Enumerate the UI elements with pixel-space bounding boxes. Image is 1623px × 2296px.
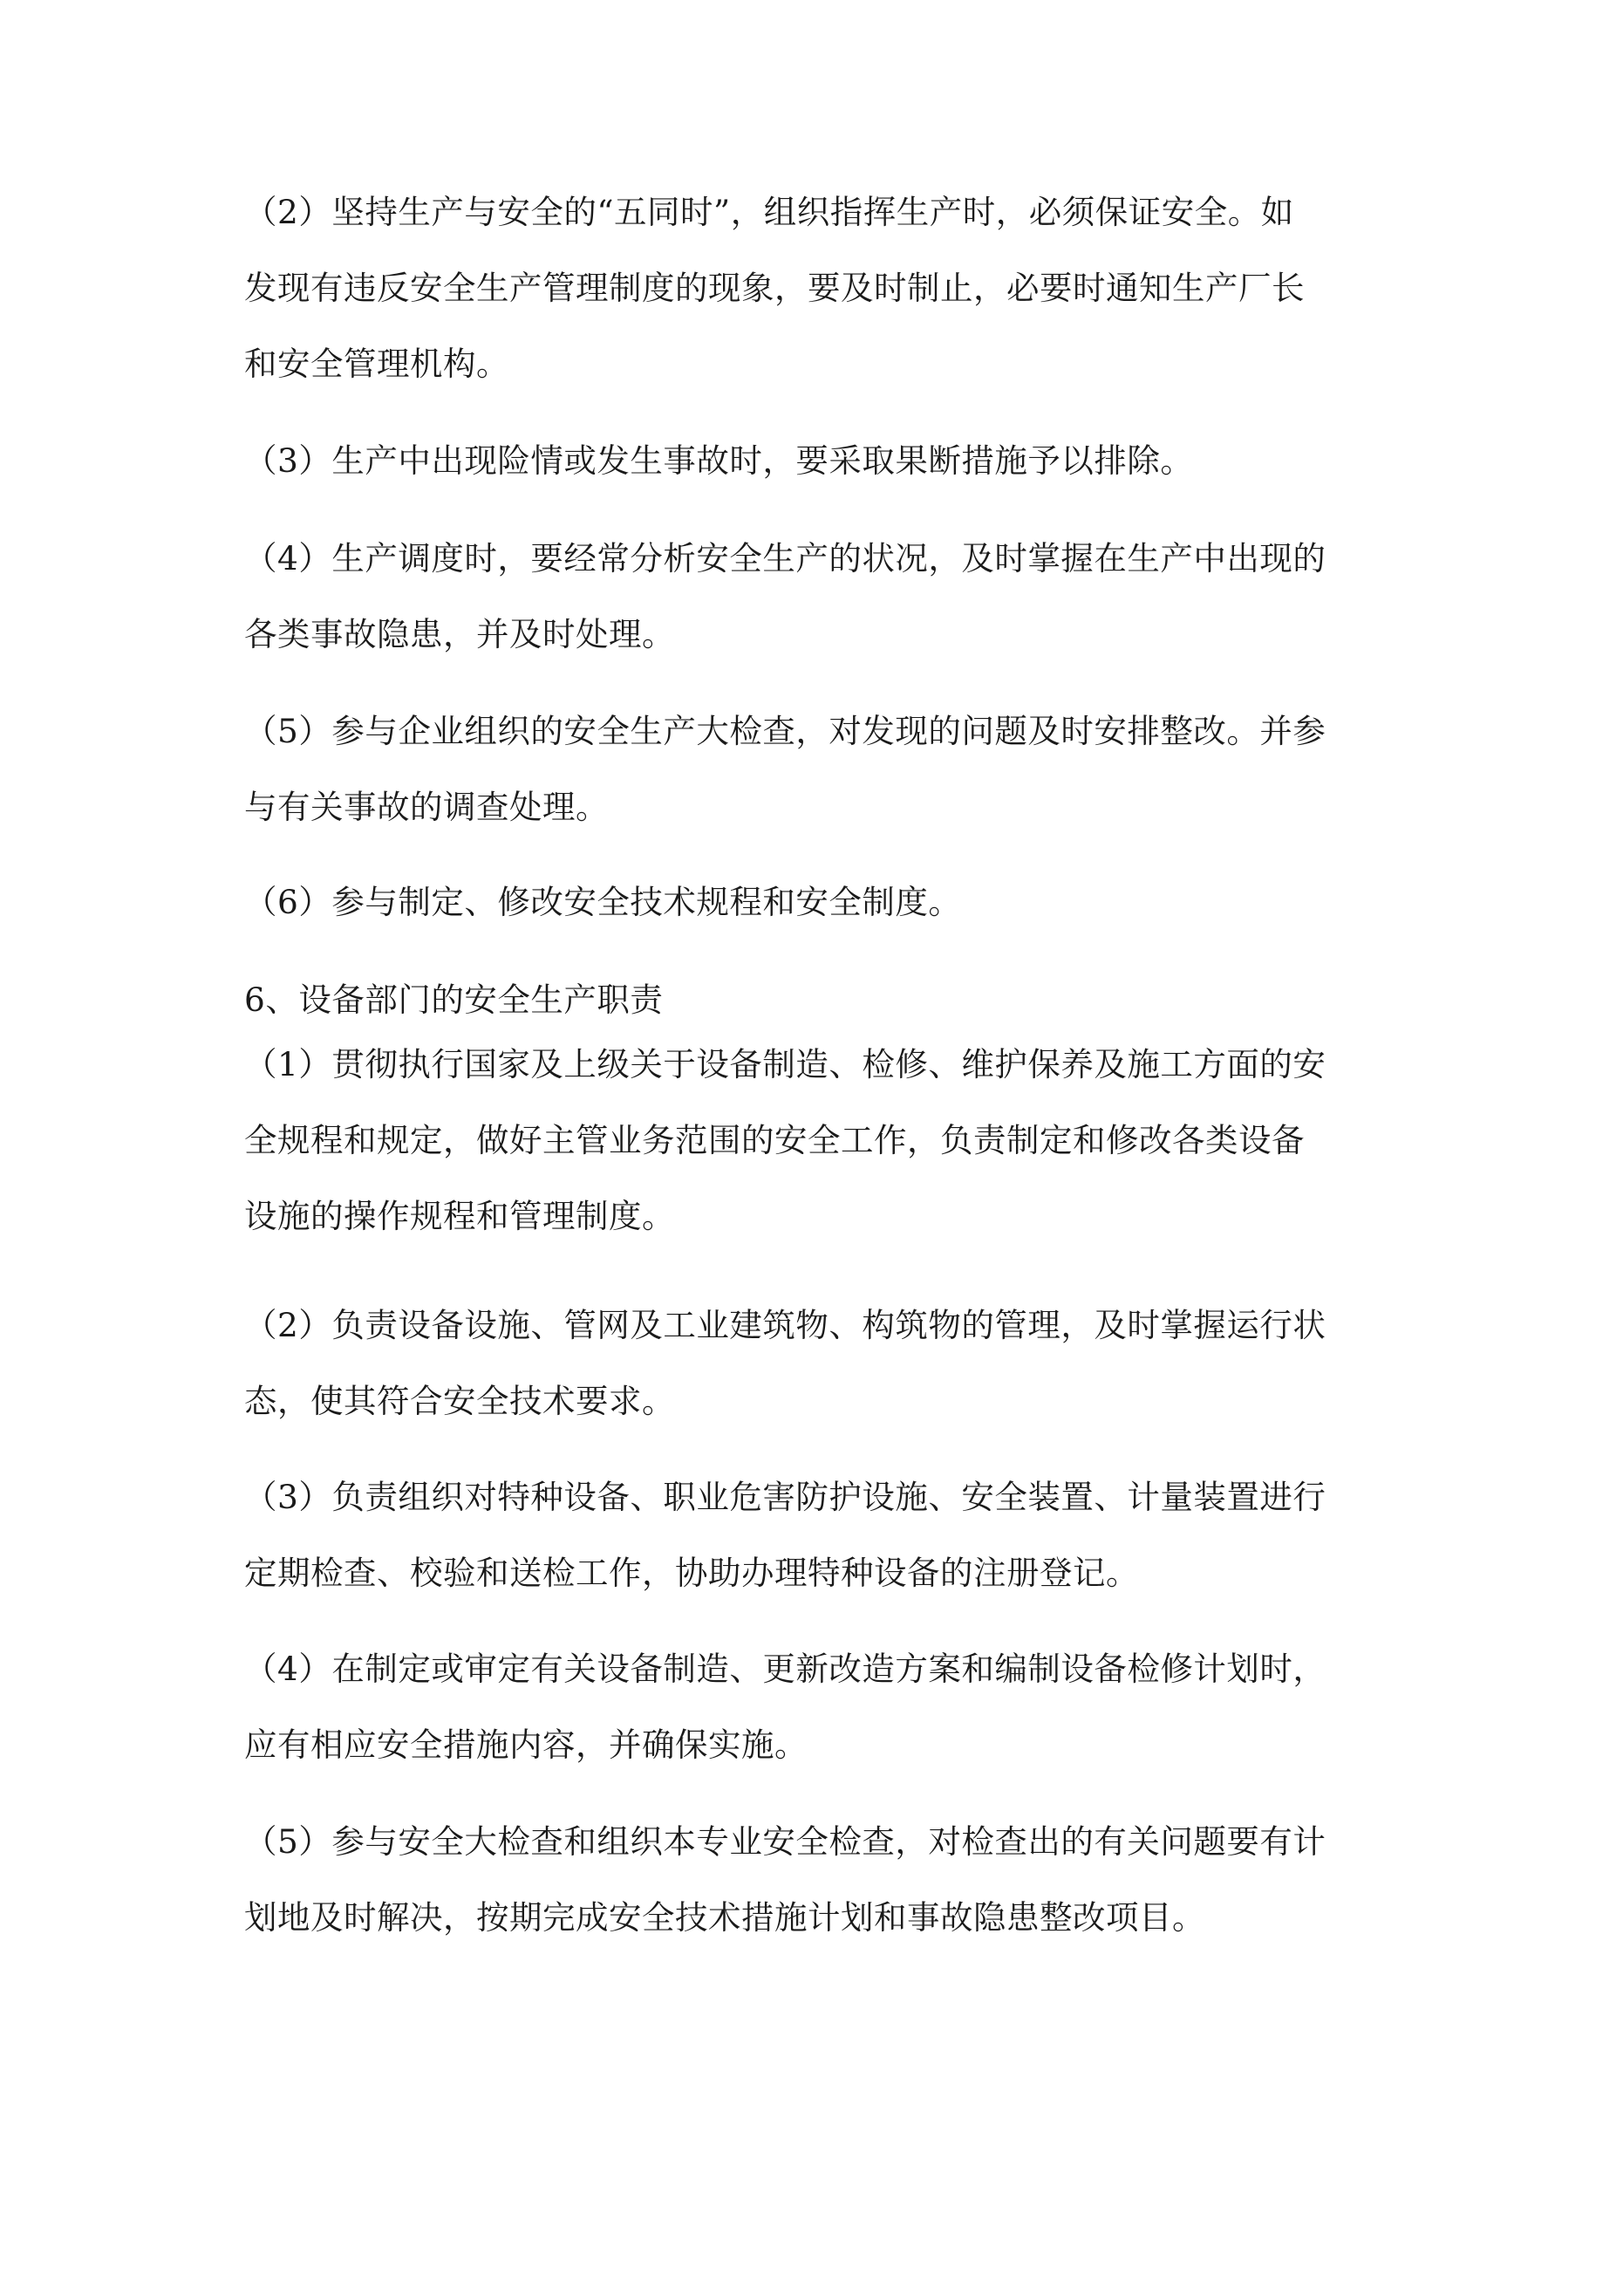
text-line: （1）贯彻执行国家及上级关于设备制造、检修、维护保养及施工方面的安 [244, 1045, 1326, 1083]
section-paragraph-item-2 [244, 1288, 1422, 1439]
text-line: （6）参与制定、修改安全技术规程和安全制度。 [244, 883, 962, 921]
text-line: 定期检查、校验和送检工作，协助办理特种设备的注册登记。 [244, 1554, 1139, 1592]
section-paragraph-item-4 [244, 1631, 1422, 1783]
text-line: （2）负责设备设施、管网及工业建筑物、构筑物的管理，及时掌握运行状 [244, 1306, 1326, 1344]
paragraph-item-6 [244, 864, 1422, 940]
text-line: 划地及时解决，按期完成安全技术措施计划和事故隐患整改项目。 [244, 1898, 1205, 1937]
heading-text: 6、设备部门的安全生产职责 [244, 981, 664, 1019]
text-line: 和安全管理机构。 [244, 345, 509, 383]
text-line: 发现有违反安全生产管理制度的现象，要及时制止，必要时通知生产厂长 [244, 269, 1305, 307]
text-line: （4）生产调度时，要经常分析安全生产的状况，及时掌握在生产中出现的 [244, 539, 1326, 577]
section-paragraph-item-5 [244, 1804, 1422, 1956]
text-line: 与有关事故的调查处理。 [244, 788, 609, 826]
text-line: （5）参与安全大检查和组织本专业安全检查，对检查出的有关问题要有计 [244, 1822, 1326, 1861]
paragraph-item-5 [244, 694, 1422, 845]
paragraph-item-2 [244, 174, 1422, 402]
text-line: （4）在制定或审定有关设备制造、更新改造方案和编制设备检修计划时， [244, 1650, 1326, 1688]
paragraph-item-3 [244, 423, 1422, 499]
text-line: （2）坚持生产与安全的“五同时”，组织指挥生产时，必须保证安全。如 [244, 193, 1294, 231]
text-line: （3）负责组织对特种设备、职业危害防护设施、安全装置、计量装置进行 [244, 1478, 1326, 1516]
text-line: （3）生产中出现险情或发生事故时，要采取果断措施予以排除。 [244, 441, 1194, 480]
text-line: 全规程和规定，做好主管业务范围的安全工作，负责制定和修改各类设备 [244, 1121, 1305, 1159]
text-line: 态，使其符合安全技术要求。 [244, 1382, 675, 1420]
section-paragraph-item-1 [244, 1027, 1422, 1254]
text-line: （5）参与企业组织的安全生产大检查，对发现的问题及时安排整改。并参 [244, 712, 1326, 750]
text-line: 应有相应安全措施内容，并确保实施。 [244, 1725, 808, 1764]
section-paragraph-item-3 [244, 1459, 1422, 1611]
text-line: 各类事故隐患，并及时处理。 [244, 615, 675, 653]
text-line: 设施的操作规程和管理制度。 [244, 1197, 675, 1235]
paragraph-item-4 [244, 521, 1422, 673]
